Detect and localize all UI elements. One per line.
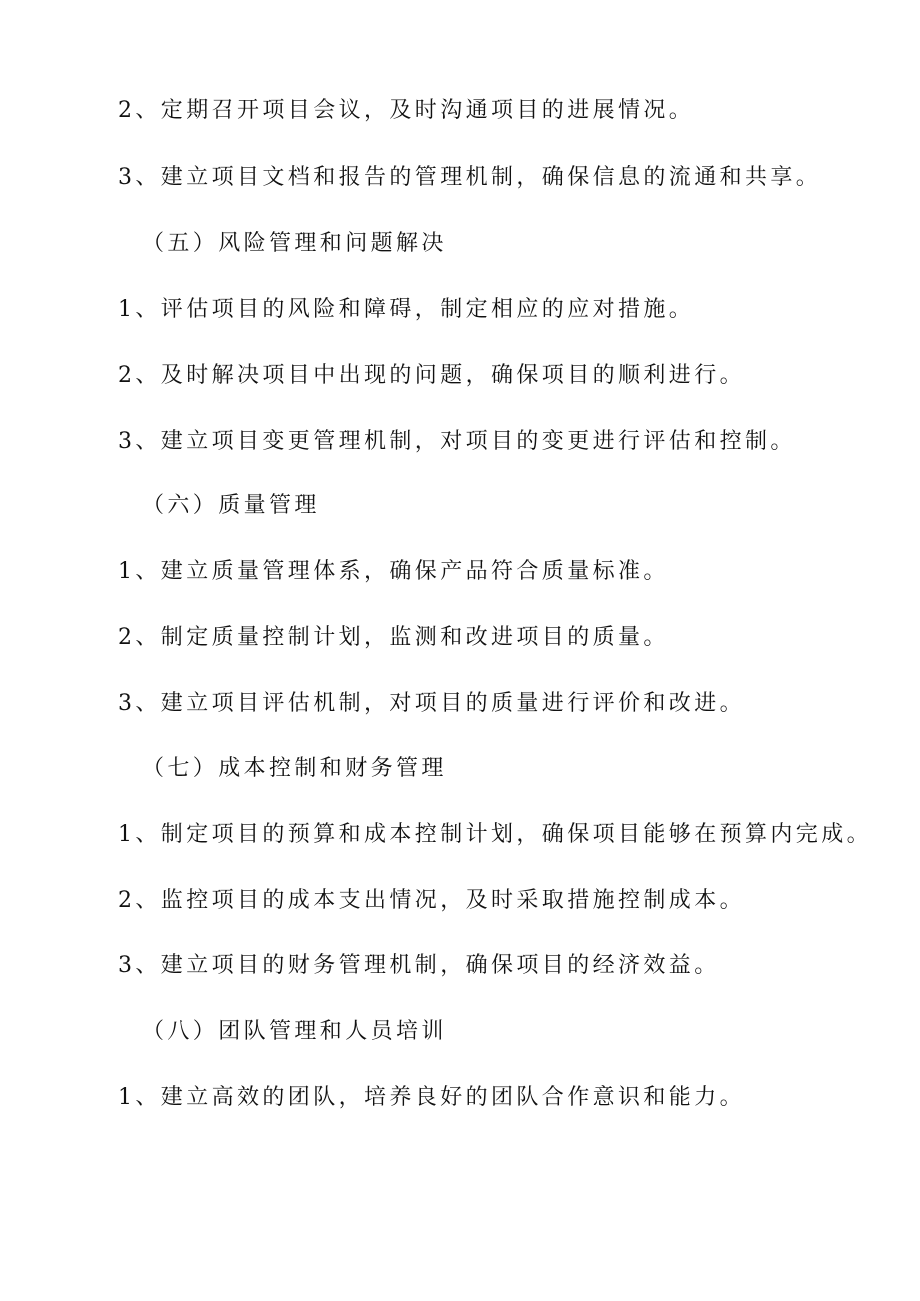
paragraph-quality-3: 3、建立项目评估机制，对项目的质量进行评价和改进。 (118, 691, 745, 716)
paragraph-cost-1: 1、制定项目的预算和成本控制计划，确保项目能够在预算内完成。 (118, 822, 872, 847)
paragraph-cost-3: 3、建立项目的财务管理机制，确保项目的经济效益。 (118, 953, 720, 978)
section-heading-quality: （六）质量管理 (142, 493, 320, 518)
paragraph-risk-3: 3、建立项目变更管理机制，对项目的变更进行评估和控制。 (118, 429, 796, 454)
paragraph-risk-2: 2、及时解决项目中出现的问题，确保项目的顺利进行。 (118, 363, 745, 388)
paragraph-team-1: 1、建立高效的团队，培养良好的团队合作意识和能力。 (118, 1085, 745, 1110)
paragraph-quality-1: 1、建立质量管理体系，确保产品符合质量标准。 (118, 559, 669, 584)
section-heading-risk: （五）风险管理和问题解决 (142, 231, 447, 256)
paragraph-quality-2: 2、制定质量控制计划，监测和改进项目的质量。 (118, 625, 669, 650)
paragraph-communication-3: 3、建立项目文档和报告的管理机制，确保信息的流通和共享。 (118, 165, 822, 190)
section-heading-cost: （七）成本控制和财务管理 (142, 756, 447, 781)
paragraph-communication-2: 2、定期召开项目会议，及时沟通项目的进展情况。 (118, 98, 695, 123)
paragraph-risk-1: 1、评估项目的风险和障碍，制定相应的应对措施。 (118, 297, 695, 322)
paragraph-cost-2: 2、监控项目的成本支出情况，及时采取措施控制成本。 (118, 888, 745, 913)
section-heading-team: （八）团队管理和人员培训 (142, 1019, 447, 1044)
